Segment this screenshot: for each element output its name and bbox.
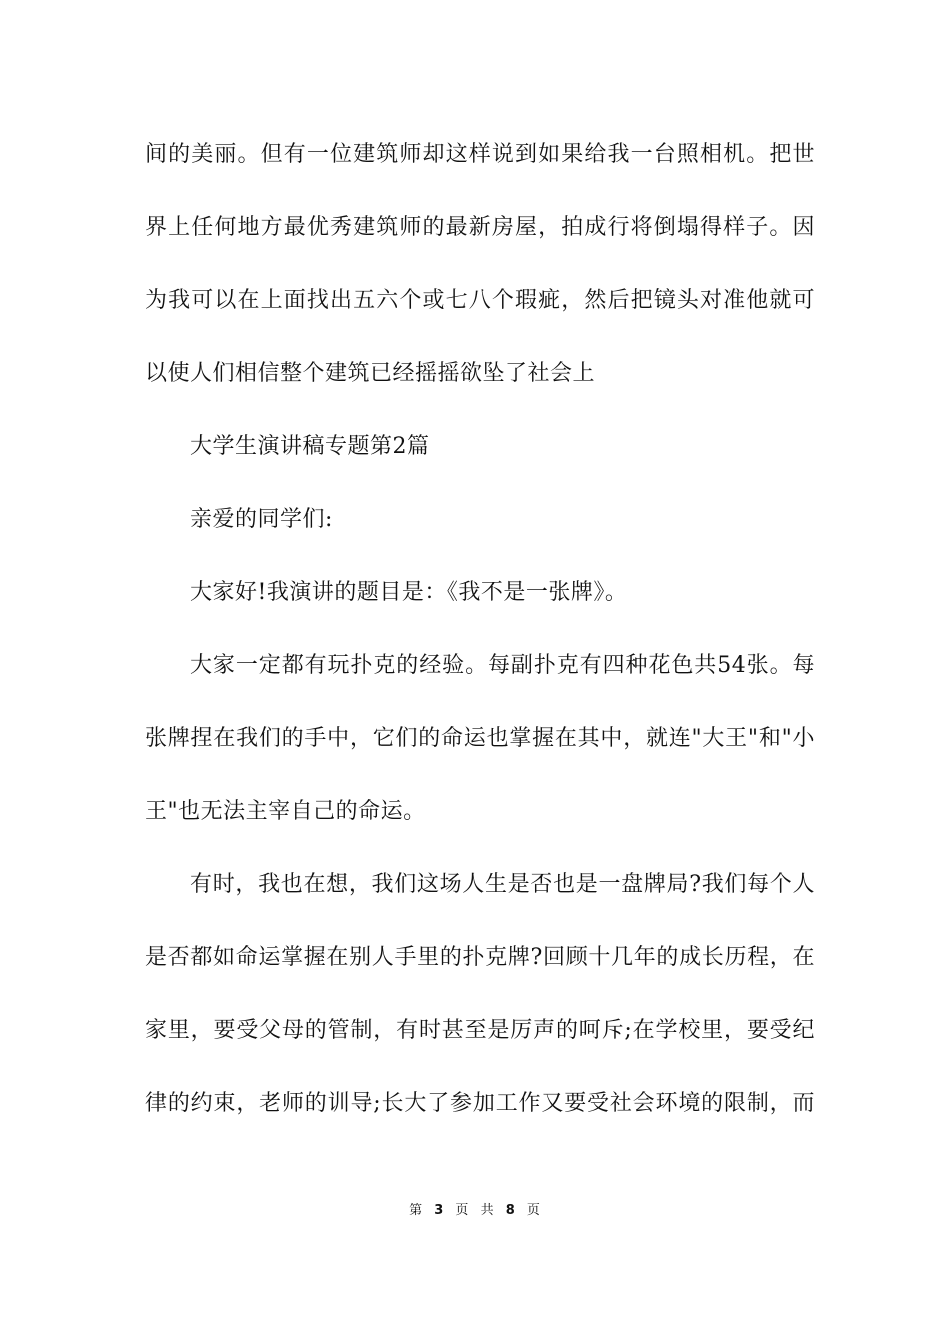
body-line-4: 以使人们相信整个建筑已经摇摇欲坠了社会上 bbox=[145, 361, 596, 386]
greeting-line: 大家好!我演讲的题目是：《我不是一张牌》。 bbox=[190, 580, 628, 605]
paragraph-1-line-2: 张牌捏在我们的手中，它们的命运也掌握在其中，就连"大王"和"小 bbox=[145, 726, 815, 751]
paragraph-2-line-3: 家里，要受父母的管制，有时甚至是厉声的呵斥;在学校里，要受纪 bbox=[145, 1018, 815, 1043]
footer-total-word: 共 bbox=[480, 1203, 495, 1218]
current-page-number: 3 bbox=[434, 1203, 445, 1218]
body-line-3: 为我可以在上面找出五六个或七八个瑕疵，然后把镜头对准他就可 bbox=[145, 288, 815, 313]
page-footer bbox=[0, 1202, 950, 1220]
paragraph-1-line-3: 王"也无法主宰自己的命运。 bbox=[145, 799, 426, 824]
paragraph-2-line-2: 是否都如命运掌握在别人手里的扑克牌?回顾十几年的成长历程，在 bbox=[145, 945, 815, 970]
body-line-2: 界上任何地方最优秀建筑师的最新房屋，拍成行将倒塌得样子。因 bbox=[145, 215, 815, 240]
paragraph-2-line-1: 有时，我也在想，我们这场人生是否也是一盘牌局?我们每个人 bbox=[190, 872, 815, 897]
footer-suffix: 页 bbox=[526, 1203, 541, 1218]
salutation: 亲爱的同学们: bbox=[190, 507, 333, 532]
paragraph-1-line-1: 大家一定都有玩扑克的经验。每副扑克有四种花色共54张。每 bbox=[190, 653, 815, 678]
body-line-1: 间的美丽。但有一位建筑师却这样说到如果给我一台照相机。把世 bbox=[145, 142, 815, 167]
paragraph-2-line-4: 律的约束，老师的训导;长大了参加工作又要受社会环境的限制，而 bbox=[145, 1091, 815, 1116]
section-heading: 大学生演讲稿专题第2篇 bbox=[190, 434, 430, 459]
footer-prefix: 第 bbox=[409, 1203, 424, 1218]
total-page-number: 8 bbox=[505, 1203, 516, 1218]
footer-page-word: 页 bbox=[455, 1203, 470, 1218]
